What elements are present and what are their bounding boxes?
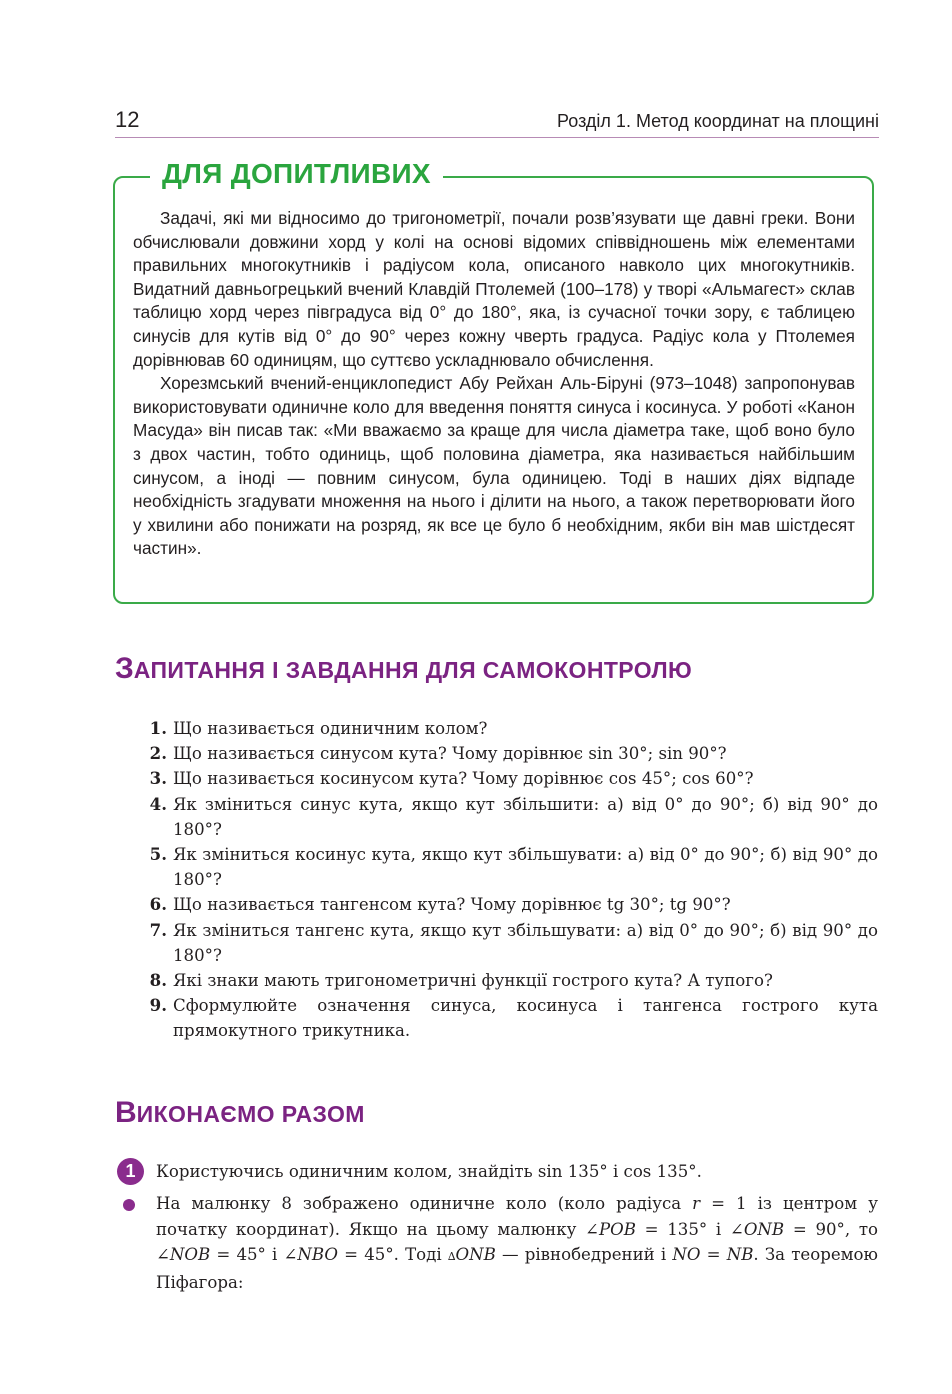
self-check-heading (115, 652, 692, 686)
solution-variable: ONB (743, 1219, 785, 1239)
solution-variable: NO (672, 1245, 701, 1264)
question-number: 9. (149, 995, 167, 1016)
question-item (140, 716, 878, 741)
question-item (140, 968, 878, 993)
solution-fragment: = 45° і ∠ (210, 1245, 298, 1264)
header-rule (115, 137, 879, 138)
solution-variable: NB (726, 1245, 754, 1264)
exercise-text: Користуючись одиничним колом, знайдіть sin 135° і cos 135°. (156, 1162, 702, 1181)
question-number: 1. (149, 718, 167, 738)
question-item (140, 741, 878, 766)
question-text: Як зміниться тангенс кута, якщо кут збільшувати: а) від 0° до 90°; б) від 90° до 180°? (173, 920, 878, 965)
curious-paragraph-1: Задачі, які ми відносимо до тригонометрії, почали розв’язувати ще давні греки. Вони обчислювали довжини хорд у колі на основі відомих співвідношень між елементами правильних многокутників і радіусом кола, описаного навколо цих многокутників. Видатний давньогрецький вчений Клавдій Птолемей (100–178) у творі «Альмагест» склав таблицю хорд через півградуса від 0° до 180°, яка, із сучасної точки зору, є таблицею синусів для кутів від 0° до 90° через кожну чверть градуса. Радіус кола у Птолемея дорівнював 60 одиницям, що суттєво ускладнювало обчислення. (133, 208, 855, 370)
question-number: 2. (149, 743, 167, 764)
solution-text (156, 1191, 878, 1295)
question-text: Що називається косинусом кута? Чому дорівнює cos 45°; cos 60°? (173, 769, 754, 789)
question-item (140, 918, 878, 968)
together-heading-rest: ИКОНАЄМО РАЗОМ (136, 1101, 365, 1127)
solution-variable: POB (598, 1219, 636, 1239)
running-head: Розділ 1. Метод координат на площині (557, 111, 879, 131)
question-item (140, 993, 878, 1043)
question-list (140, 716, 878, 1044)
solution-bullet-icon (123, 1199, 135, 1211)
solution-fragment: = 90°, то ∠ (156, 1219, 878, 1264)
question-text: Які знаки мають тригонометричні функції гострого кута? А тупого? (173, 971, 773, 991)
solution-variable: ONB (455, 1245, 496, 1264)
question-number: 4. (149, 793, 167, 814)
page-number: 12 (115, 107, 140, 132)
question-item (140, 892, 878, 917)
solution-fragment: = (700, 1245, 727, 1264)
solution-variable: NBO (297, 1245, 339, 1264)
question-number: 7. (149, 919, 167, 940)
together-heading-initial: В (115, 1096, 137, 1129)
question-text: Як зміниться синус кута, якщо кут збільшити: а) від 0° до 90°; б) від 90° до 180°? (173, 794, 878, 839)
solution-fragment: — рівнобедрений і (495, 1245, 673, 1264)
curious-box-title: ДЛЯ ДОПИТЛИВИХ (150, 158, 443, 190)
solution-fragment: На малюнку 8 зображено одиничне коло (коло радіуса (156, 1194, 693, 1213)
question-text: Що називається тангенсом кута? Чому дорівнює tg 30°; tg 90°? (173, 895, 731, 915)
self-check-heading-rest: АПИТАННЯ І ЗАВДАННЯ ДЛЯ САМОКОНТРОЛЮ (133, 657, 693, 683)
question-item (140, 792, 878, 842)
solution-fragment: = 45°. Тоді (338, 1245, 448, 1264)
solution-fragment: = 1 із центром у початку координат). Якщо на цьому малюнку ∠ (156, 1194, 878, 1239)
solution-variable: r (692, 1194, 701, 1213)
exercise-number-badge: 1 (117, 1158, 144, 1185)
together-heading (115, 1096, 365, 1130)
curious-box-text (133, 207, 855, 561)
question-item (140, 766, 878, 791)
question-text: Сформулюйте означення синуса, косинуса і тангенса гострого кута прямокутного трикутника. (173, 996, 878, 1041)
solution-fragment: = 135° і ∠ (635, 1219, 744, 1239)
question-text: Як зміниться косинус кута, якщо кут збільшувати: а) від 0° до 90°; б) від 90° до 180°? (173, 845, 878, 890)
self-check-heading-initial: З (115, 652, 134, 685)
question-item (140, 842, 878, 892)
triangle-symbol: ∆ (447, 1250, 456, 1263)
question-number: 8. (149, 970, 167, 991)
question-text: Що називається одиничним колом? (173, 719, 488, 738)
question-number: 6. (149, 894, 167, 915)
question-number: 3. (149, 768, 167, 789)
question-number: 5. (149, 844, 167, 865)
solution-variable: NOB (169, 1245, 211, 1264)
solution-fragment: . За теоремою Піфагора: (156, 1245, 878, 1292)
curious-paragraph-2: Хорезмський вчений-енциклопедист Абу Рейхан Аль-Біруні (973–1048) запропонував використовувати одиничне коло для введення поняття синуса і косинуса. У роботі «Канон Масуда» він писав так: «Ми вважаємо за краще для числа діаметра таке, щоб воно було з двох частин, тобто одиниць, щоб половина діаметра, яка називається найбільшим синусом, а іноді — повним синусом, була одиницею. Тоді в наших діях відпаде необхідність згадувати множення на нього і ділити на нього, а також перетворювати його у хвилини або понижати на розряд, як все це було б необхідним, якби він мав шістдесят частин». (133, 373, 855, 559)
question-text: Що називається синусом кута? Чому дорівнює sin 30°; sin 90°? (173, 744, 727, 764)
